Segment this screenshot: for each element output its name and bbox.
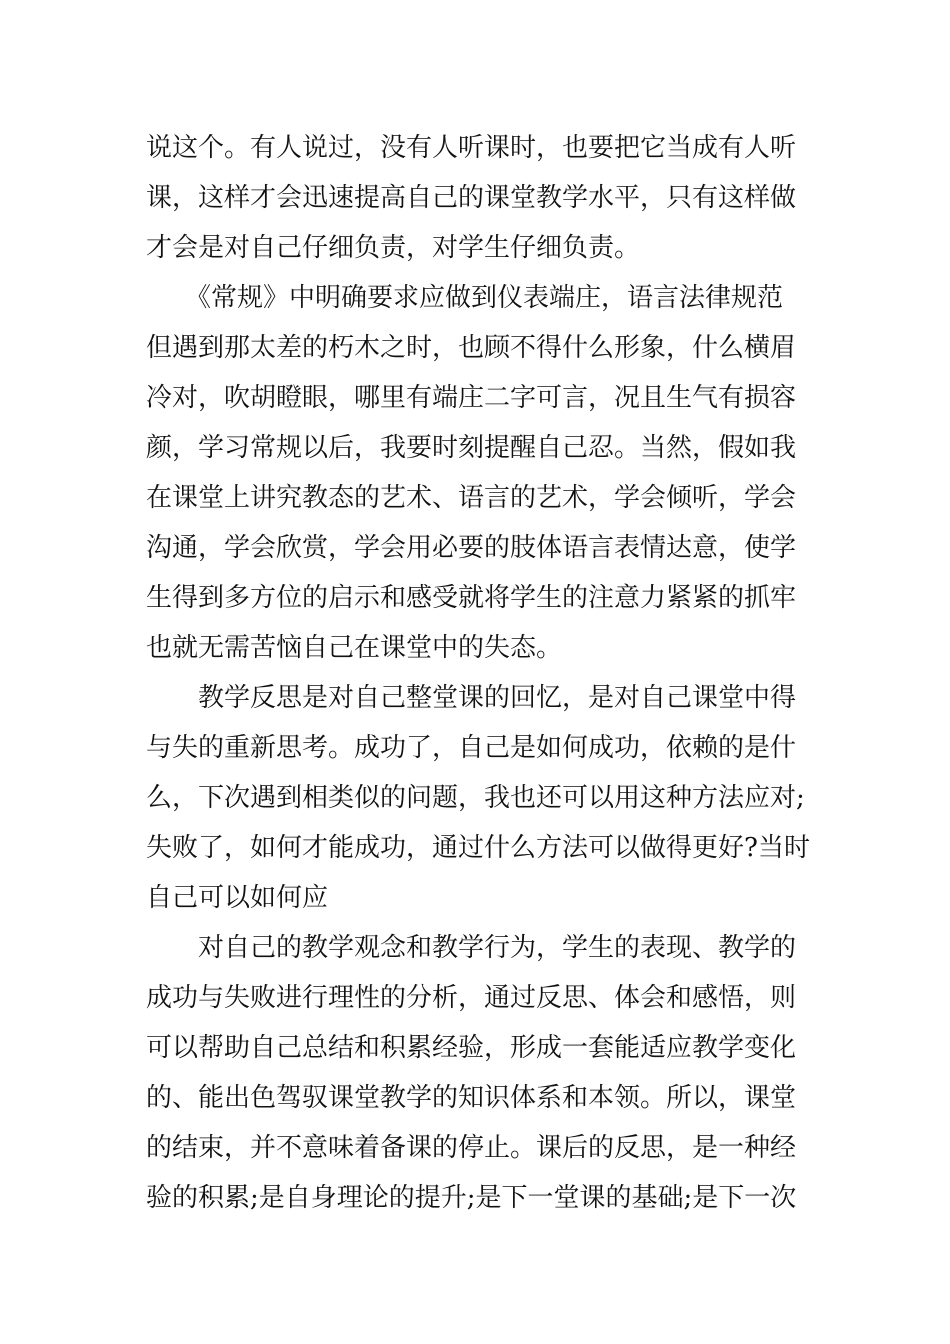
text-line: 也就无需苦恼自己在课堂中的失态。 (146, 633, 563, 663)
text-line: 教学反思是对自己整堂课的回忆，是对自己课堂中得 (146, 683, 797, 713)
text-line: 生得到多方位的启示和感受就将学生的注意力紧紧的抓牢 (146, 583, 797, 613)
text-line: 在课堂上讲究教态的艺术、语言的艺术，学会倾听，学会 (146, 483, 797, 513)
text-line: 冷对，吹胡瞪眼，哪里有端庄二字可言，况且生气有损容 (146, 383, 797, 413)
text-line: 与失的重新思考。成功了，自己是如何成功，依赖的是什 (146, 733, 797, 763)
text-line: 但遇到那太差的朽木之时，也顾不得什么形象，什么横眉 (146, 333, 797, 363)
text-line: 沟通，学会欣赏，学会用必要的肢体语言表情达意，使学 (146, 533, 797, 563)
text-line: 失败了，如何才能成功，通过什么方法可以做得更好?当时 (146, 833, 810, 863)
text-line: 成功与失败进行理性的分析，通过反思、体会和感悟，则 (146, 983, 797, 1013)
text-line: 课，这样才会迅速提高自己的课堂教学水平，只有这样做 (146, 183, 797, 213)
text-line: 对自己的教学观念和教学行为，学生的表现、教学的 (146, 933, 797, 963)
text-line: 可以帮助自己总结和积累经验，形成一套能适应教学变化 (146, 1033, 797, 1063)
text-line: 验的积累;是自身理论的提升;是下一堂课的基础;是下一次 (146, 1183, 797, 1213)
text-line: 自己可以如何应 (146, 883, 329, 913)
text-line: 的结束，并不意味着备课的停止。课后的反思，是一种经 (146, 1133, 797, 1163)
text-line: 才会是对自己仔细负责，对学生仔细负责。 (146, 233, 641, 263)
text-line: 么，下次遇到相类似的问题，我也还可以用这种方法应对; (146, 783, 805, 813)
text-line: 的、能出色驾驭课堂教学的知识体系和本领。所以，课堂 (146, 1083, 797, 1113)
text-line: 颜，学习常规以后，我要时刻提醒自己忍。当然，假如我 (146, 433, 797, 463)
text-line: 《常规》中明确要求应做到仪表端庄，语言法律规范 (146, 283, 784, 313)
text-line: 说这个。有人说过，没有人听课时，也要把它当成有人听 (146, 133, 797, 163)
